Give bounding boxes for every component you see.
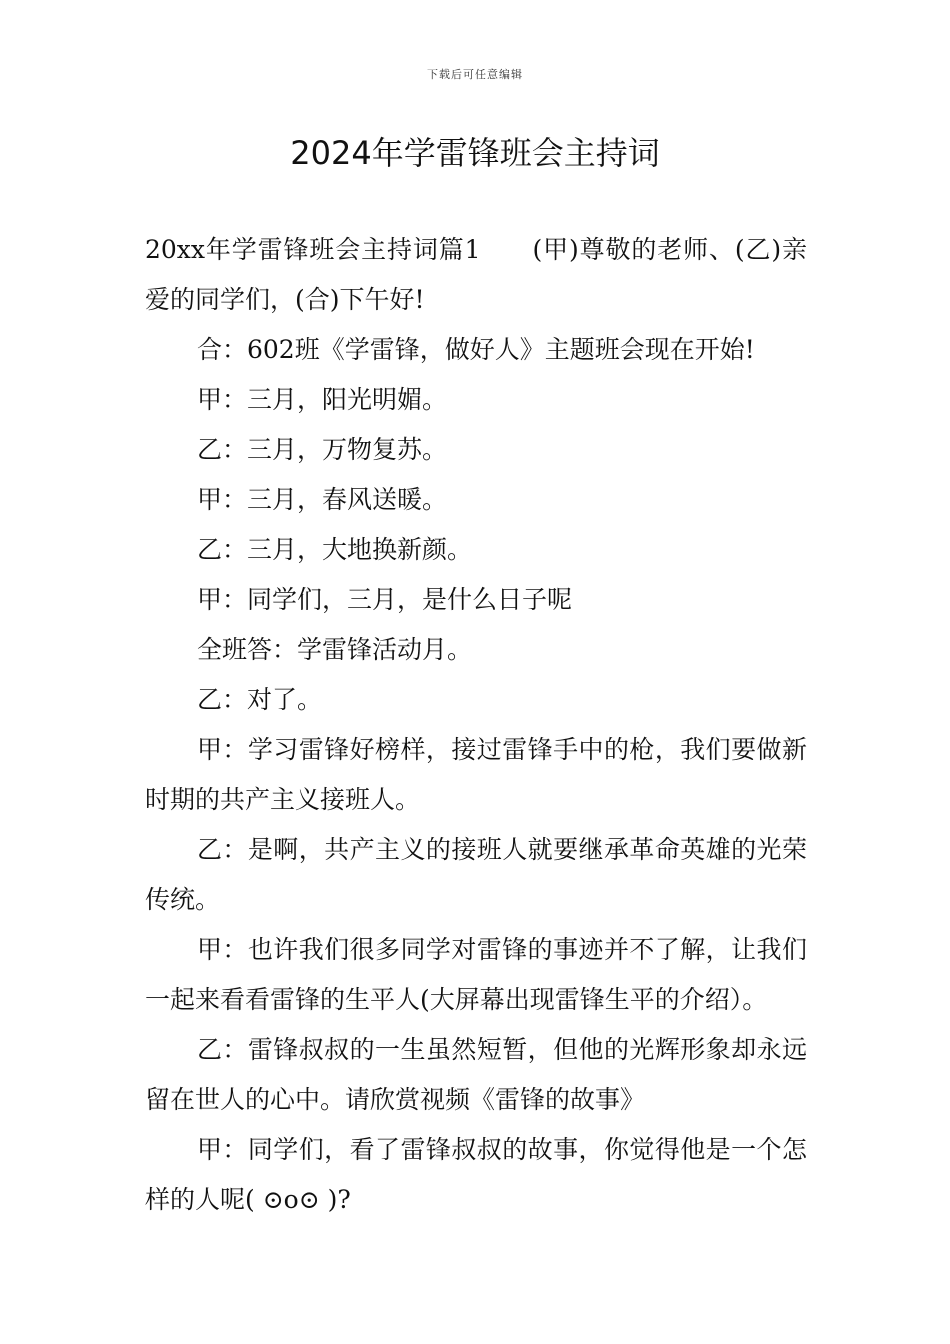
header-note: 下载后可任意编辑 — [427, 68, 523, 81]
paragraph-7: 全班答：学雷锋活动月。 — [197, 635, 473, 664]
greeting-text: (甲)尊敬的老师、(乙)亲爱的同学们，(合)下午好! — [145, 235, 807, 314]
intro-paragraph — [145, 225, 807, 325]
paragraph-5: 乙：三月，大地换新颜。 — [197, 535, 473, 564]
paragraph-4: 甲：三月，春风送暖。 — [197, 485, 448, 514]
paragraph-12: 乙：雷锋叔叔的一生虽然短暂，但他的光辉形象却永远留在世人的心中。请欣赏视频《雷锋的故事》 — [145, 1035, 807, 1114]
paragraph-11: 甲：也许我们很多同学对雷锋的事迹并不了解，让我们一起来看看雷锋的生平人(大屏幕出现雷锋生平的介绍）。 — [145, 935, 807, 1014]
section-heading: 20xx年学雷锋班会主持词篇1 — [145, 235, 481, 264]
paragraph-8: 乙：对了。 — [197, 685, 323, 714]
paragraph-1: 合：602班《学雷锋，做好人》主题班会现在开始! — [197, 335, 755, 364]
paragraph-2: 甲：三月，阳光明媚。 — [197, 385, 448, 414]
paragraph-13: 甲：同学们，看了雷锋叔叔的故事，你觉得他是一个怎样的人呢( ⊙o⊙ )? — [145, 1135, 807, 1214]
document-title: 2024年学雷锋班会主持词 — [290, 134, 660, 172]
paragraph-10: 乙：是啊，共产主义的接班人就要继承革命英雄的光荣传统。 — [145, 835, 807, 914]
paragraph-9: 甲：学习雷锋好榜样，接过雷锋手中的枪，我们要做新时期的共产主义接班人。 — [145, 735, 807, 814]
document-body — [145, 225, 807, 1225]
paragraph-3: 乙：三月，万物复苏。 — [197, 435, 448, 464]
paragraph-6: 甲：同学们，三月，是什么日子呢 — [197, 585, 573, 614]
